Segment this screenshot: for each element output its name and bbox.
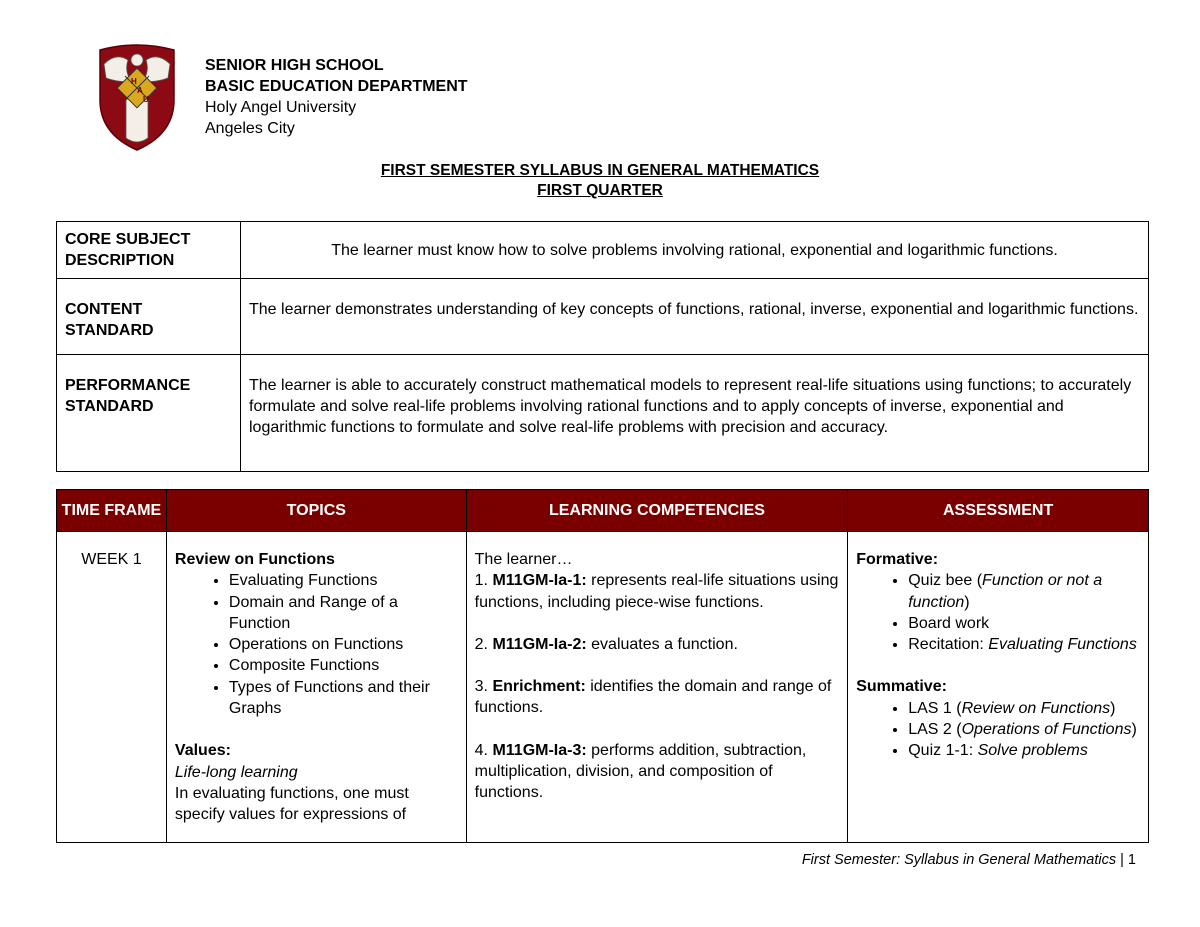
row-text: The learner demonstrates understanding of key concepts of functions, rational, inverse, exponential and logarithmic functions. — [241, 279, 1149, 355]
content-standard-row — [57, 279, 1149, 355]
values-label: Values: — [174, 742, 231, 760]
list-item: • Quiz 1-1: Solve problems — [908, 740, 1140, 761]
summative-label: Summative: — [856, 678, 947, 696]
row-label: PERFORMANCE STANDARD — [57, 355, 241, 472]
list-item: • Quiz bee (Function or not a function) — [908, 570, 1140, 613]
summative-list — [856, 698, 1140, 762]
list-item: • LAS 1 (Review on Functions) — [908, 698, 1140, 719]
school-line-3: Holy Angel University — [205, 99, 357, 116]
footer-text: First Semester: Syllabus in General Mathematics — [801, 852, 1117, 868]
footer-separator: | — [1116, 852, 1128, 868]
performance-standard-row — [57, 355, 1149, 472]
seal-letter-u: U — [143, 95, 149, 104]
topic-heading: Review on Functions — [174, 551, 335, 568]
list-item: • LAS 2 (Operations of Functions) — [908, 719, 1140, 740]
assessment-cell — [848, 532, 1149, 843]
list-item: • Operations on Functions — [229, 634, 458, 655]
competency-2: 2. M11GM-Ia-2: evaluates a function. — [474, 635, 738, 653]
col-topics: TOPICS — [166, 490, 466, 532]
topics-cell — [166, 532, 466, 843]
seal-letter-a: A — [137, 86, 143, 95]
core-description-row — [57, 222, 1149, 279]
competency-4: 4. M11GM-Ia-3: performs addition, subtraction, multiplication, division, and composition of functions. — [474, 741, 807, 802]
title-line-1: FIRST SEMESTER SYLLABUS IN GENERAL MATHEMATICS — [380, 162, 820, 179]
school-line-1: SENIOR HIGH SCHOOL — [205, 57, 384, 74]
list-item: • Types of Functions and their Graphs — [229, 677, 458, 720]
competency-3: 3. Enrichment: identifies the domain and range of functions. — [474, 678, 832, 717]
standards-table — [56, 221, 1149, 472]
table-row — [57, 532, 1149, 843]
university-seal-icon — [94, 42, 180, 152]
col-assessment: ASSESSMENT — [848, 490, 1149, 532]
row-label: CORE SUBJECT DESCRIPTION — [57, 222, 241, 279]
list-item: • Evaluating Functions — [229, 570, 458, 591]
list-item: • Domain and Range of a Function — [229, 592, 458, 635]
list-item: • Board work — [908, 613, 1140, 634]
values-item: Life-long learning — [174, 763, 298, 781]
competency-intro: The learner… — [474, 551, 573, 568]
document-title — [0, 161, 1200, 201]
formative-label: Formative: — [856, 551, 939, 568]
title-line-2: FIRST QUARTER — [537, 182, 663, 199]
row-text: The learner must know how to solve problems involving rational, exponential and logarithmic functions. — [241, 222, 1149, 279]
list-item: • Recitation: Evaluating Functions — [908, 634, 1140, 655]
row-label: CONTENT STANDARD — [57, 279, 241, 355]
list-item: • Composite Functions — [229, 655, 458, 676]
competencies-cell — [466, 532, 848, 843]
weekly-plan-table — [56, 489, 1149, 843]
col-time-frame: TIME FRAME — [57, 490, 167, 532]
page-number: 1 — [1127, 852, 1136, 868]
school-header — [205, 55, 468, 139]
row-text: The learner is able to accurately construct mathematical models to represent real-life situations using functions; to accurately formulate and solve real-life problems involving rational functions and to apply concepts of inverse, exponential and logarithmic functions to formulate and solve real-life problems with precision and accuracy. — [241, 355, 1149, 472]
page-footer — [802, 852, 1136, 868]
values-text: In evaluating functions, one must specify values for expressions of — [174, 784, 409, 824]
seal-letter-h: H — [131, 77, 137, 86]
week-cell: WEEK 1 — [57, 532, 167, 843]
school-line-2: BASIC EDUCATION DEPARTMENT — [205, 78, 468, 95]
table-header-row — [57, 490, 1149, 532]
school-line-4: Angeles City — [205, 120, 295, 137]
competency-1: 1. M11GM-Ia-1: represents real-life situations using functions, including piece-wise functions. — [474, 572, 839, 611]
col-competencies: LEARNING COMPETENCIES — [466, 490, 848, 532]
topic-list — [175, 570, 458, 719]
formative-list — [856, 570, 1140, 655]
